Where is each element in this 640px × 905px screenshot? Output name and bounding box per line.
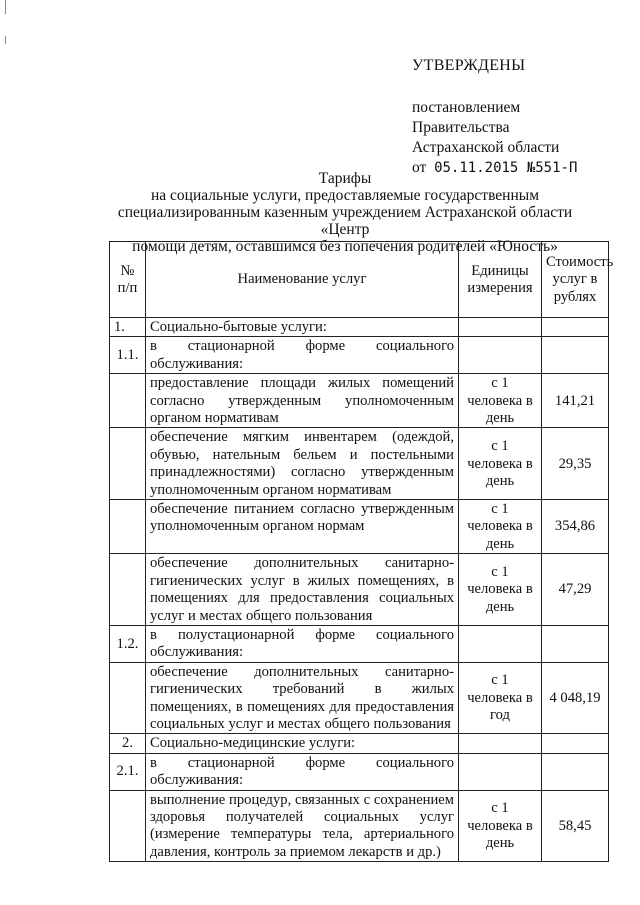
row-name: Социально-медицинские услуги: xyxy=(146,734,459,753)
scan-edge-mark xyxy=(5,36,6,44)
row-unit: с 1 человека в день xyxy=(459,500,542,554)
scan-edge-mark xyxy=(5,0,6,14)
title-line: Тарифы xyxy=(318,170,372,187)
table-row xyxy=(110,318,609,337)
row-num: 1.1. xyxy=(110,337,146,374)
header-cost: Стоимость услуг в рублях xyxy=(542,242,609,318)
row-num xyxy=(110,374,146,428)
table-row xyxy=(110,625,609,662)
row-unit xyxy=(459,753,542,790)
title-line: на социальные услуги, предоставляемые государственным xyxy=(150,187,539,204)
table-row xyxy=(110,734,609,753)
row-num: 2. xyxy=(110,734,146,753)
row-cost: 141,21 xyxy=(542,374,609,428)
row-cost xyxy=(542,753,609,790)
row-name: обеспечение мягким инвентарем (одеждой, обувью, нательным бельем и постельными принадлежностями) согласно утвержденным уполномоченным органом нормативам xyxy=(146,428,459,500)
row-name: предоставление площади жилых помещений согласно утвержденным уполномоченным органом нормативам xyxy=(146,374,459,428)
header-num: № п/п xyxy=(110,242,146,318)
row-name: обеспечение дополнительных санитарно-гигиенических услуг в жилых помещениях, в помещениях для предоставления социальных услуг и местах общего пользования xyxy=(146,554,459,626)
table-row xyxy=(110,753,609,790)
row-name: выполнение процедур, связанных с сохранением здоровья получателей социальных услуг (измерение температуры тела, артериального давления, контроль за приемом лекарств и др.) xyxy=(146,790,459,862)
row-name: Социально-бытовые услуги: xyxy=(146,318,459,337)
row-cost: 4 048,19 xyxy=(542,662,609,734)
table-row xyxy=(110,428,609,500)
row-unit: с 1 человека в день xyxy=(459,374,542,428)
table-row xyxy=(110,337,609,374)
date-number: 05.11.2015 №551-П xyxy=(434,160,578,176)
row-cost: 29,35 xyxy=(542,428,609,500)
row-num: 1. xyxy=(110,318,146,337)
table-row xyxy=(110,374,609,428)
row-unit: с 1 человека в день xyxy=(459,428,542,500)
row-cost: 47,29 xyxy=(542,554,609,626)
row-name: в полустационарной форме социального обслуживания: xyxy=(146,625,459,662)
row-num xyxy=(110,790,146,862)
row-name: в стационарной форме социального обслуживания: xyxy=(146,753,459,790)
table-row xyxy=(110,790,609,862)
table-row xyxy=(110,554,609,626)
row-name: обеспечение питанием согласно утвержденным уполномоченным органом нормам xyxy=(146,500,459,554)
row-cost xyxy=(542,318,609,337)
row-name: в стационарной форме социального обслуживания: xyxy=(146,337,459,374)
header-units: Единицы измерения xyxy=(459,242,542,318)
row-name: обеспечение дополнительных санитарно-гигиенических требований в жилых помещениях, в помещениях для предоставления социальных услуг и местах общего пользования xyxy=(146,662,459,734)
row-unit xyxy=(459,734,542,753)
row-unit xyxy=(459,625,542,662)
header-name: Наименование услуг xyxy=(146,242,459,318)
row-num xyxy=(110,554,146,626)
approval-line: Астраханской области xyxy=(412,139,560,156)
row-unit: с 1 человека в год xyxy=(459,662,542,734)
table-row xyxy=(110,500,609,554)
row-cost xyxy=(542,734,609,753)
row-num: 2.1. xyxy=(110,753,146,790)
table-row xyxy=(110,662,609,734)
approval-line: Правительства xyxy=(412,119,510,136)
row-cost: 354,86 xyxy=(542,500,609,554)
approval-block xyxy=(412,56,577,178)
table-header-row xyxy=(110,242,609,318)
row-num xyxy=(110,428,146,500)
row-num xyxy=(110,500,146,554)
title-line: специализированным казенным учреждением Астраханской области «Центр xyxy=(117,204,573,238)
tariffs-table xyxy=(109,241,614,862)
row-unit: с 1 человека в день xyxy=(459,790,542,862)
row-num xyxy=(110,662,146,734)
row-unit xyxy=(459,337,542,374)
approval-line: постановлением xyxy=(412,99,521,116)
row-cost xyxy=(542,625,609,662)
date-prefix: от xyxy=(412,159,427,176)
row-unit: с 1 человека в день xyxy=(459,554,542,626)
row-num: 1.2. xyxy=(110,625,146,662)
title-line: помощи детям, оставшимся без попечения родителей «Юность» xyxy=(132,238,558,255)
approval-heading: УТВЕРЖДЕНЫ xyxy=(412,57,526,74)
row-unit xyxy=(459,318,542,337)
row-cost xyxy=(542,337,609,374)
row-cost: 58,45 xyxy=(542,790,609,862)
